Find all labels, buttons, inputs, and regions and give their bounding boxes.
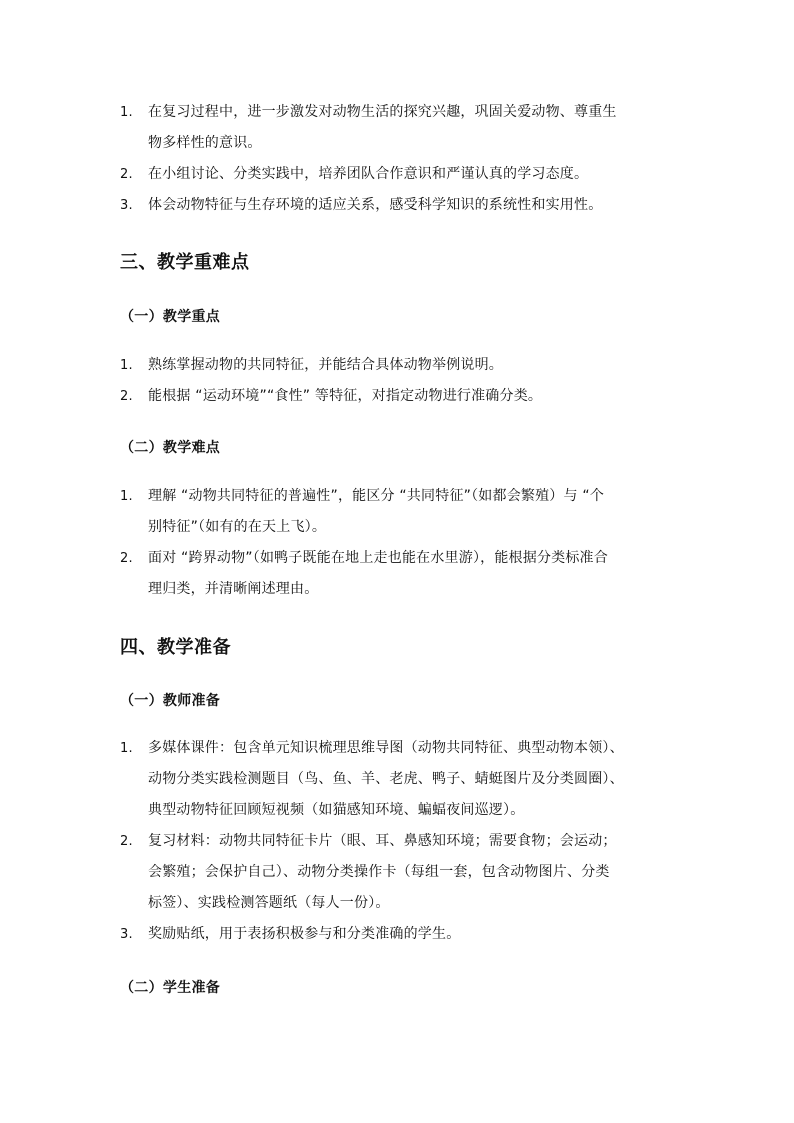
list-item — [0, 733, 688, 826]
list-text-line: 典型动物特征回顾短视频（如猫感知环境、蝙蝠夜间巡逻）。 — [148, 802, 525, 818]
list-item — [0, 97, 688, 159]
list-text-line: 标签）、实践检测答题纸（每人一份）。 — [148, 895, 390, 911]
list-text-line: 面对 “跨界动物”（如鸭子既能在地上走也能在水里游），能根据分类标准合 — [148, 550, 608, 566]
list-text-line: 在小组讨论、分类实践中，培养团队合作意识和严谨认真的学习态度。 — [148, 166, 589, 182]
list-text-line: 奖励贴纸，用于表扬积极参与和分类准确的学生。 — [148, 926, 461, 942]
list-text-line: 理归类，并清晰阐述理由。 — [148, 581, 319, 597]
list-item — [0, 543, 688, 605]
list-item — [0, 481, 688, 543]
teacher-prep-list — [0, 733, 794, 950]
subsection-heading-key-points: （一）教学重点 — [120, 309, 221, 325]
list-text-line: 别特征”（如有的在天上飞）。 — [148, 519, 327, 535]
list-item — [0, 919, 688, 950]
subsection-heading-difficulties: （二）教学难点 — [120, 440, 221, 456]
list-number: 2. — [120, 389, 133, 404]
list-item — [0, 381, 688, 412]
list-item — [0, 350, 688, 381]
list-number: 2. — [120, 834, 133, 849]
subsection-heading-student-prep: （二）学生准备 — [120, 980, 221, 996]
list-text-line: 熟练掌握动物的共同特征，并能结合具体动物举例说明。 — [148, 357, 503, 373]
list-number: 3. — [120, 927, 133, 942]
list-text-line: 动物分类实践检测题目（鸟、鱼、羊、老虎、鸭子、蜻蜓图片及分类圆圈）、 — [148, 771, 624, 787]
list-text-line: 复习材料：动物共同特征卡片（眼、耳、鼻感知环境；需要食物；会运动； — [148, 833, 617, 849]
difficulties-list — [0, 481, 794, 605]
list-number: 2. — [120, 167, 133, 182]
list-number: 1. — [120, 358, 133, 373]
list-item — [0, 159, 688, 190]
list-text-line: 能根据 “运动环境”“食性” 等特征，对指定动物进行准确分类。 — [148, 388, 543, 404]
list-item — [0, 190, 688, 221]
list-number: 1. — [120, 489, 133, 504]
list-number: 1. — [120, 105, 133, 120]
subsection-heading-teacher-prep: （一）教师准备 — [120, 693, 221, 709]
key-points-list — [0, 350, 794, 412]
list-number: 2. — [120, 551, 133, 566]
list-item — [0, 826, 688, 919]
list-text-line: 多媒体课件：包含单元知识梳理思维导图（动物共同特征、典型动物本领）、 — [148, 740, 624, 756]
list-text-line: 物多样性的意识。 — [148, 135, 262, 151]
list-text-line: 体会动物特征与生存环境的适应关系，感受科学知识的系统性和实用性。 — [148, 197, 603, 213]
section-heading-3: 三、教学重难点 — [120, 252, 250, 273]
list-text-line: 会繁殖；会保护自己）、动物分类操作卡（每组一套，包含动物图片、分类 — [148, 864, 610, 880]
list-number: 3. — [120, 198, 133, 213]
list-text-line: 理解 “动物共同特征的普遍性”，能区分 “共同特征”（如都会繁殖）与 “个 — [148, 488, 605, 504]
list-number: 1. — [120, 741, 133, 756]
list-text-line: 在复习过程中，进一步激发对动物生活的探究兴趣，巩固关爱动物、尊重生 — [148, 104, 617, 120]
objectives-list — [0, 97, 794, 221]
section-heading-4: 四、教学准备 — [120, 637, 231, 658]
